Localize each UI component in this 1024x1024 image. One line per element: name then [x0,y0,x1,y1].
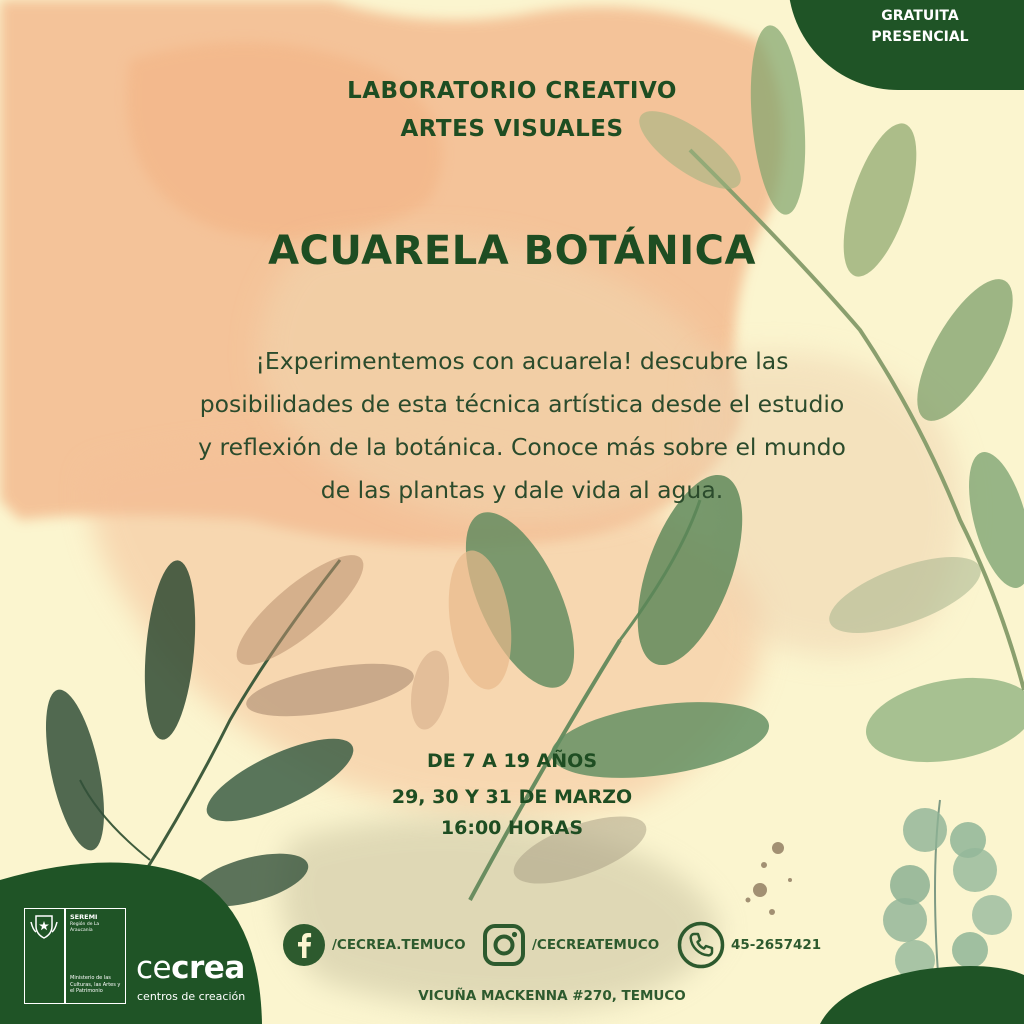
badge-presencial: PRESENCIAL [871,29,969,45]
facebook-link[interactable] [282,922,466,968]
facebook-icon [282,923,326,967]
facebook-handle: /CECREA.TEMUCO [332,937,466,953]
phone-number: 45-2657421 [731,937,822,953]
instagram-handle: /CECREATEMUCO [532,937,660,953]
cecrea-logo-bold: crea [171,950,245,986]
instagram-link[interactable] [482,922,659,968]
instagram-icon [482,923,526,967]
page-title: ACUARELA BOTÁNICA [268,228,756,274]
seremi-logo-divider [64,908,66,1004]
header-laboratorio: LABORATORIO CREATIVO [347,78,677,104]
age-range: DE 7 A 19 AÑOS [426,750,598,772]
bottom-right-corner-shape [820,966,1024,1024]
event-dates: 29, 30 Y 31 DE MARZO [391,786,633,808]
chile-coat-of-arms-icon [28,912,60,942]
cecrea-tagline: centros de creación [137,990,246,1003]
phone-link[interactable] [677,922,821,968]
event-time: 16:00 HORAS [440,817,584,839]
cecrea-logo [136,950,245,986]
ministry-name: Ministerio de las Culturas, las Artes y el Patrimonio [70,975,121,994]
header-artes-visuales: ARTES VISUALES [400,116,624,142]
phone-icon [677,921,725,969]
paint-splatter [746,842,793,915]
seremi-region: Región de La Araucanía [70,922,100,933]
cecrea-logo-light: ce [136,950,172,986]
description: ¡Experimentemos con acuarela! descubre las posibilidades de esta técnica artística desde el estudio y reflexión de la botánica. Conoce más sobre el mundo de las plantas y dale vida al agua. [198,347,846,504]
seremi-title: SEREMI [70,913,98,921]
address: VICUÑA MACKENNA #270, TEMUCO [418,988,686,1004]
badge-gratuita: GRATUITA [881,8,959,24]
